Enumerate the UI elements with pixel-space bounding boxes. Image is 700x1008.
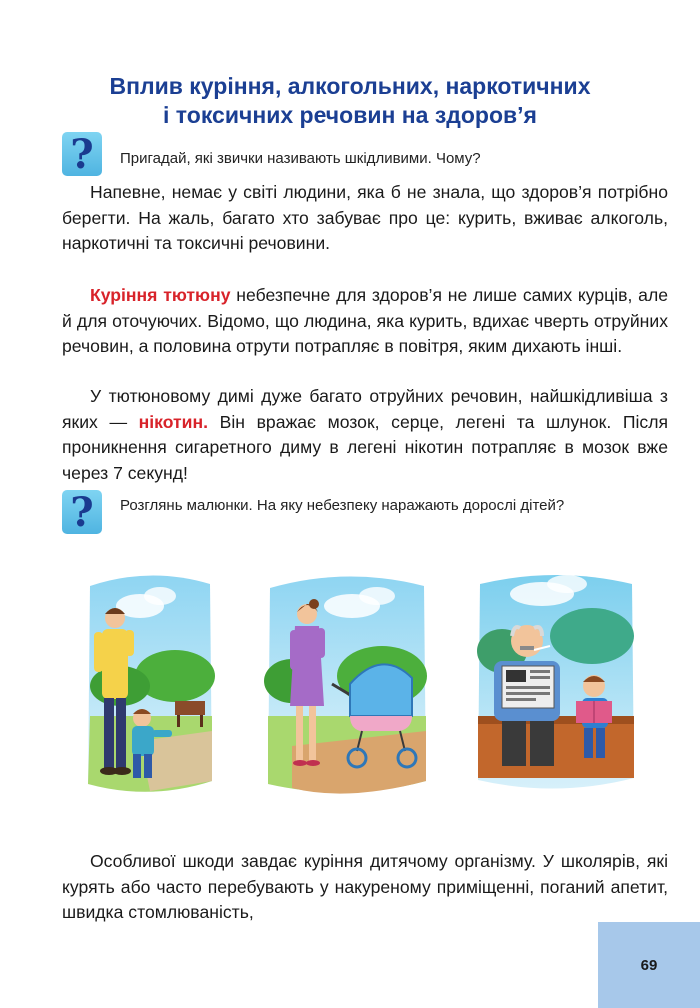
paragraph-2 — [62, 283, 668, 360]
paragraph-3-text-before: У тютюновому димі дуже багато отруйних речовин, найшкідливіша з яких — — [62, 386, 668, 432]
question-prompt-1: Пригадай, які звички називають шкідливими. Чому? — [120, 150, 481, 167]
illustration-smoking-father — [80, 566, 220, 806]
title-line-2: і токсичних речовин на здоров’я — [163, 102, 537, 128]
paragraph-3-text-after: Він вражає мозок, серце, легені та шлунок. Після проникнення сигаретного диму в легені нікотин потрапляє в мозок вже через 7 секунд! — [62, 411, 668, 483]
question-icon: ? — [62, 132, 102, 176]
page-title — [40, 72, 660, 130]
title-line-1: Вплив куріння, алкогольних, наркотичних — [109, 73, 591, 99]
paragraph-2-text: небезпечне для здоров’я не лише самих курців, але й для оточуючих. Відомо, що людина, яка курить, вдихає чверть отруйних речовин, а половина отрути потрапляє в повітря, яким дихають інші. — [62, 285, 669, 356]
illustration-smoking-mother — [262, 566, 432, 806]
highlight-nicotine: нікотин. — [138, 411, 209, 432]
paragraph-1: Напевне, немає у світі людини, яка б не знала, що здоров’я потрібно берегти. На жаль, багато хто забуває про це: курить, вживає алкоголь, наркотичні та токсичні речовини. — [62, 182, 668, 253]
question-prompt-2: Розглянь малюнки. На яку небезпеку наражають дорослі дітей? — [120, 497, 565, 514]
paragraph-4: Особливої шкоди завдає куріння дитячому організму. У школярів, які курять або часто перебувають у накуреному приміщенні, поганий апетит, швидка стомлюваність, — [62, 851, 668, 922]
page-number: 69 — [598, 922, 700, 1008]
highlight-tobacco-smoking: Куріння тютюну — [90, 285, 231, 305]
question-icon: ? — [62, 490, 102, 534]
illustration-smoking-grandfather — [472, 566, 640, 806]
paragraph-3 — [62, 384, 668, 486]
